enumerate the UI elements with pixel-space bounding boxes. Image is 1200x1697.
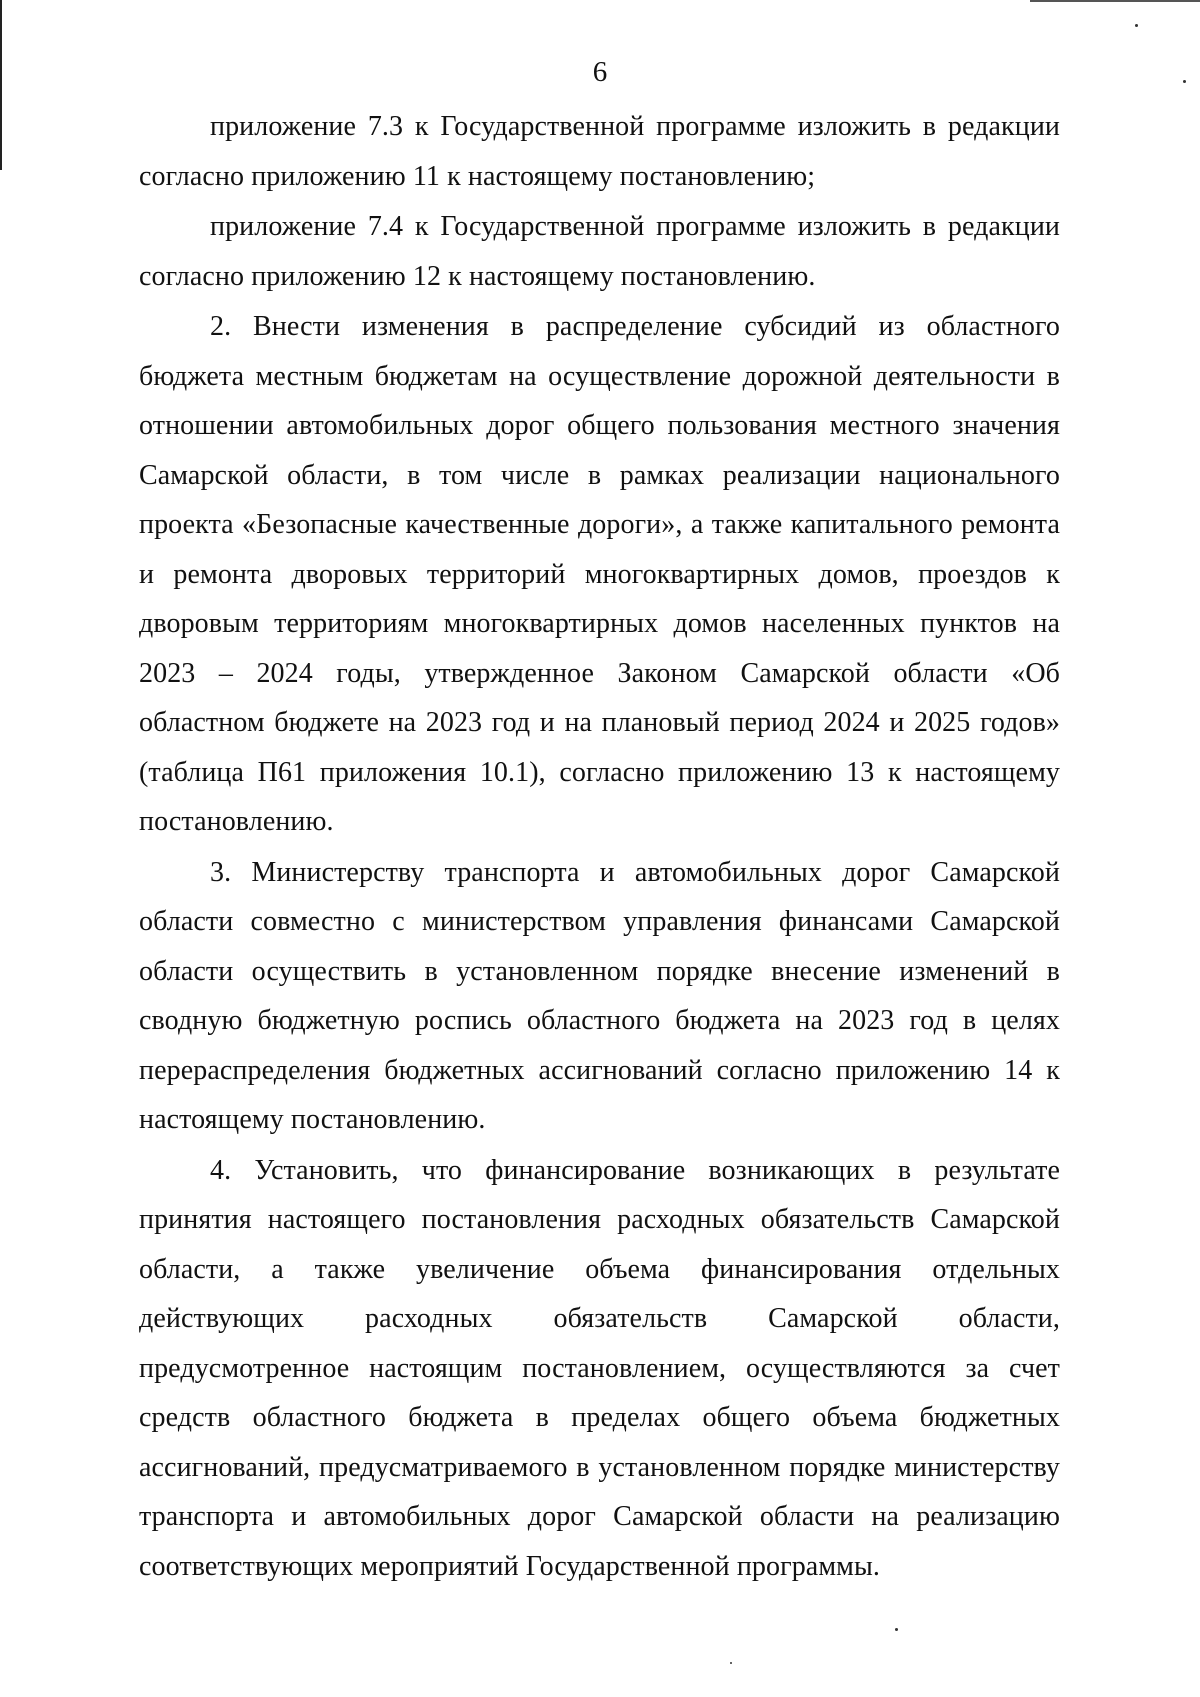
- page-number: 6: [592, 56, 608, 88]
- document-body: [139, 102, 1060, 1592]
- paragraph-item-3: 3. Министерству транспорта и автомобильных дорог Самарской области совместно с министерством управления финансами Самарской области осуществить в установленном порядке внесение изменений в сводную бюджетную роспись областного бюджета на 2023 год в целях перераспределения бюджетных ассигнований согласно приложению 14 к настоящему постановлению.: [139, 856, 1060, 1135]
- scan-top-mark: [1030, 0, 1200, 2]
- paragraph-appendix-7-3: приложение 7.3 к Государственной программе изложить в редакции согласно приложению 11 к настоящему постановлению;: [139, 111, 1060, 192]
- scan-dot: [1135, 24, 1138, 27]
- scan-dot: [895, 1628, 898, 1631]
- scan-dot: [730, 1662, 732, 1664]
- paragraph-appendix-7-4: приложение 7.4 к Государственной программе изложить в редакции согласно приложению 12 к настоящему постановлению.: [139, 211, 1060, 292]
- paragraph-item-2: 2. Внести изменения в распределение субсидий из областного бюджета местным бюджетам на осуществление дорожной деятельности в отношении автомобильных дорог общего пользования местного значения Самарской области, в том числе в рамках реализации национального проекта «Безопасные качественные дороги», а также капитального ремонта и ремонта дворовых территорий многоквартирных домов, проездов к дворовым территориям многоквартирных домов населенных пунктов на 2023 – 2024 годы, утвержденное Законом Самарской области «Об областном бюджете на 2023 год и на плановый период 2024 и 2025 годов» (таблица П61 приложения 10.1), согласно приложению 13 к настоящему постановлению.: [139, 311, 1060, 837]
- paragraph-item-4: 4. Установить, что финансирование возникающих в результате принятия настоящего постановления расходных обязательств Самарской области, а также увеличение объема финансирования отдельных действующих расходных обязательств Самарской области, предусмотренное настоящим постановлением, осуществляются за счет средств областного бюджета в пределах общего объема бюджетных ассигнований, предусматриваемого в установленном порядке министерству транспорта и автомобильных дорог Самарской области на реализацию соответствующих мероприятий Государственной программы.: [139, 1154, 1060, 1582]
